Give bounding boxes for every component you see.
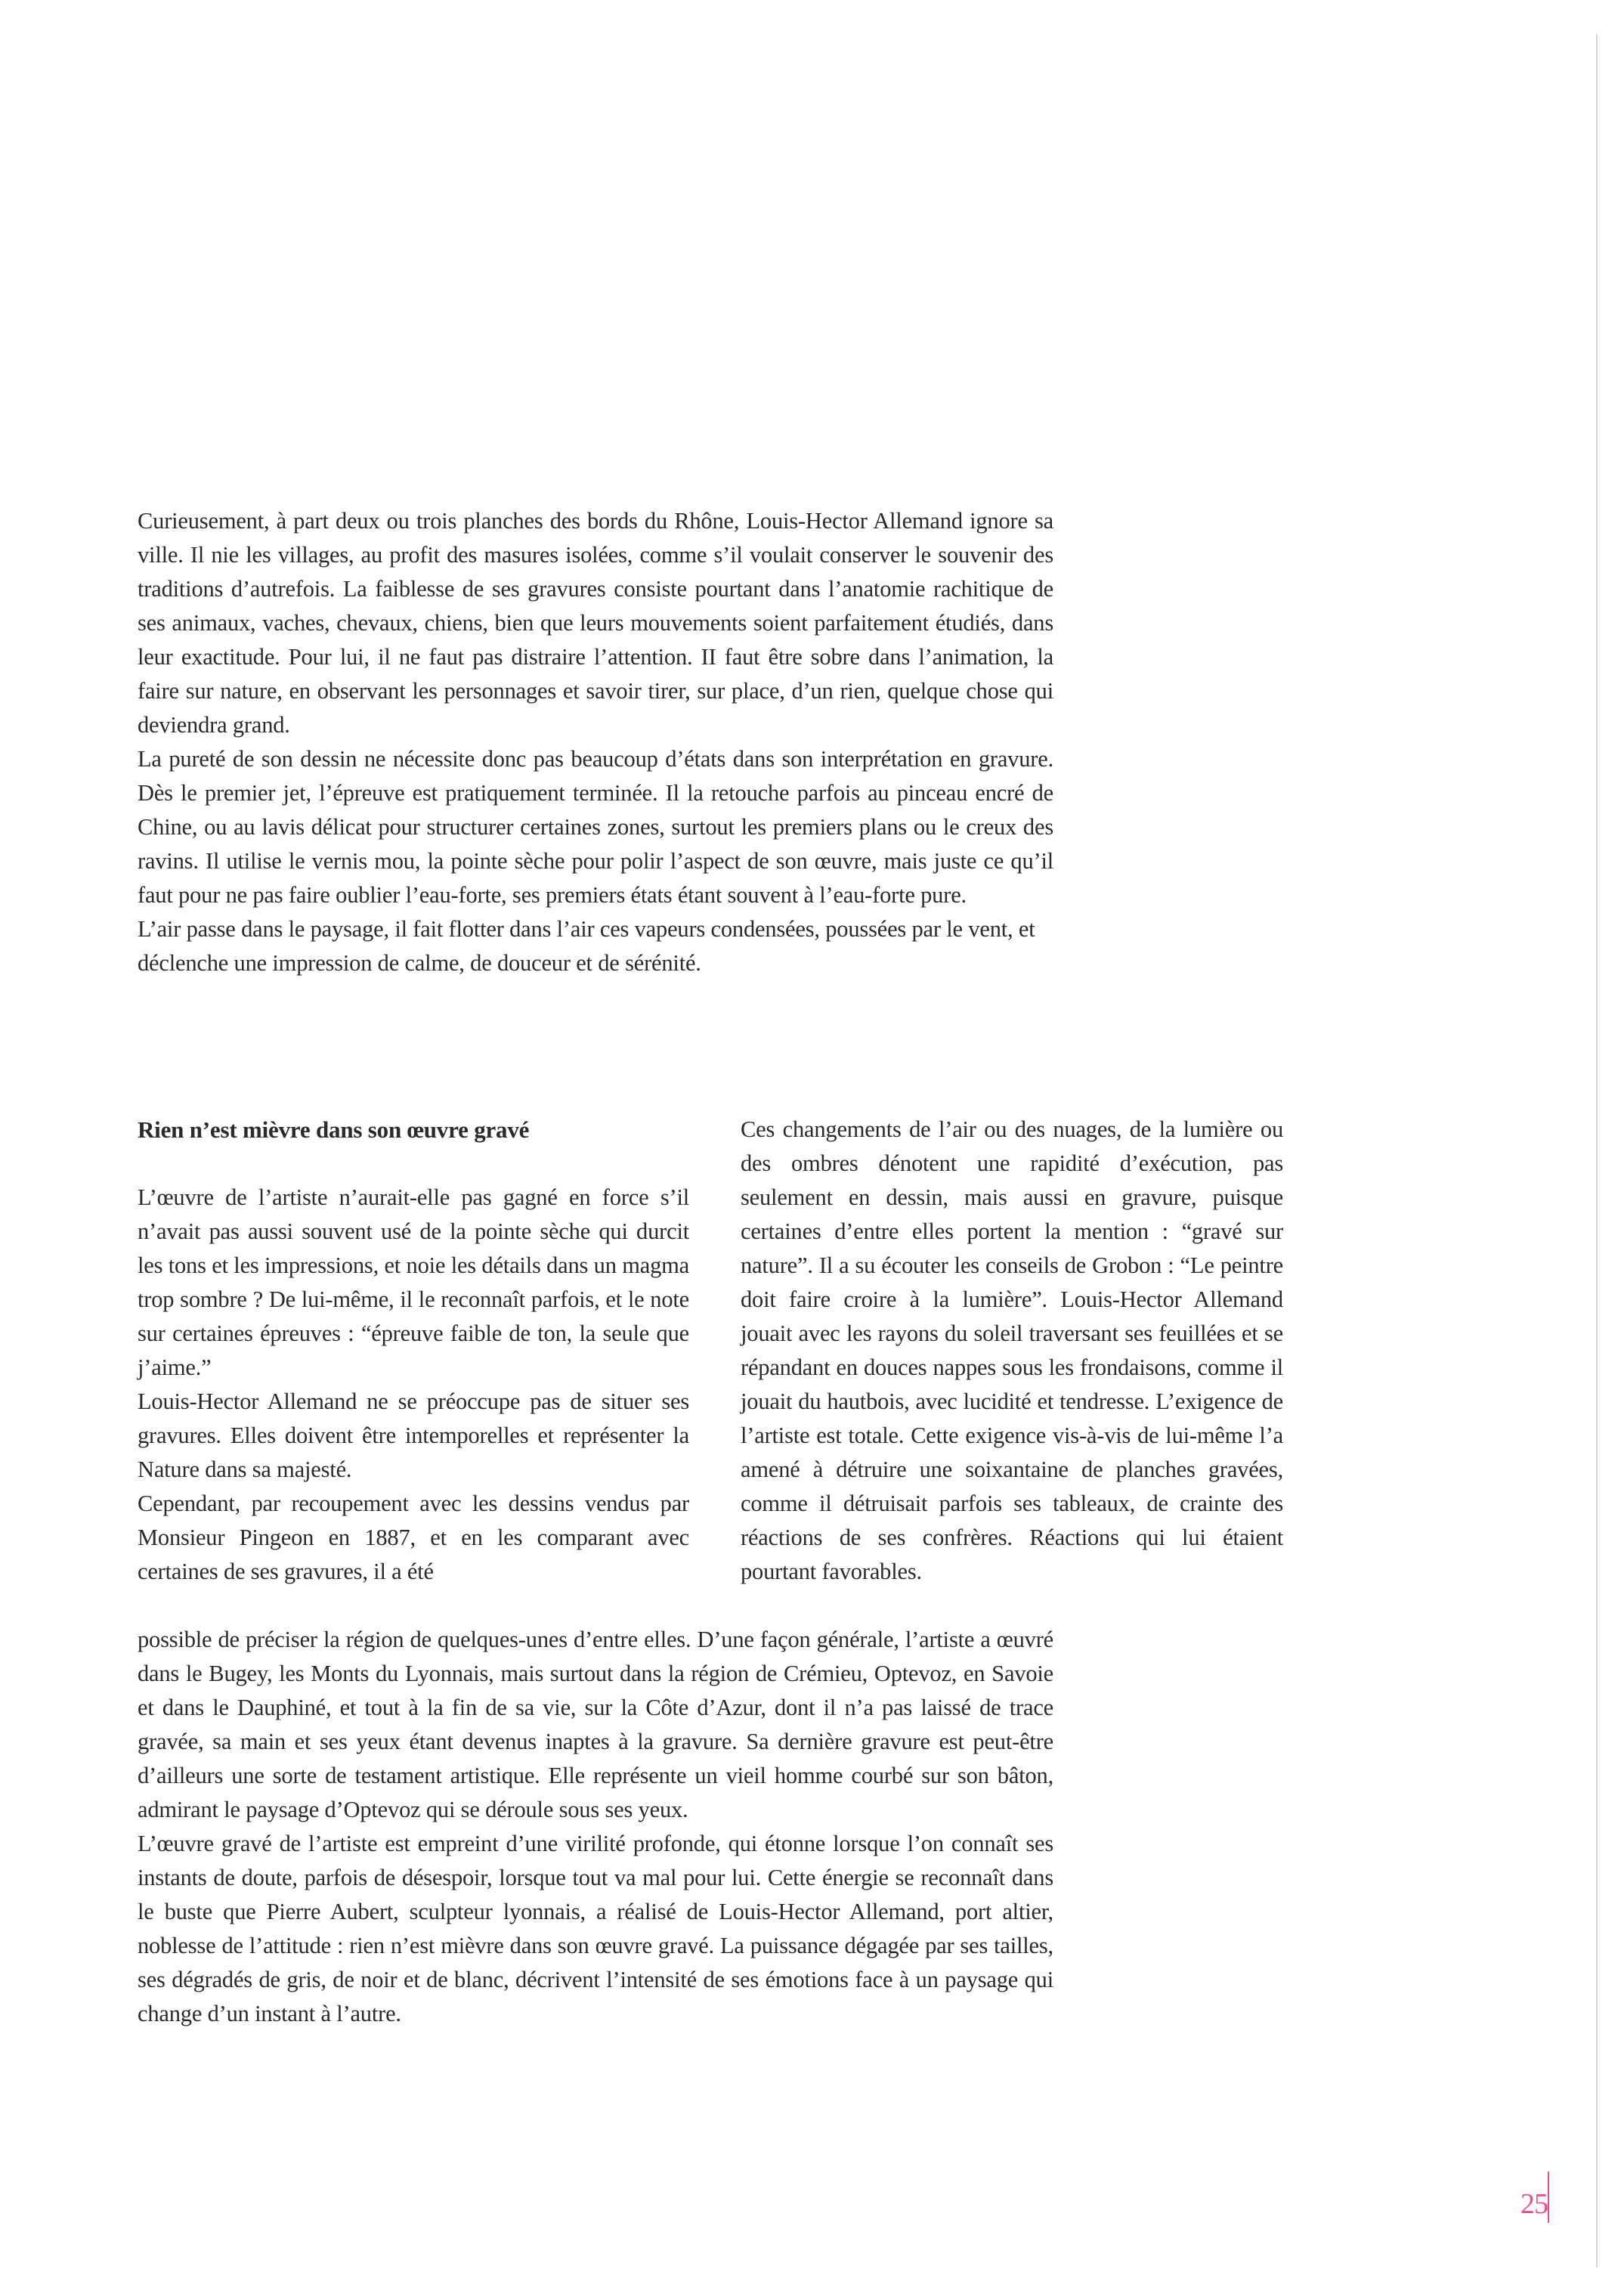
section-left-column: [138, 1113, 689, 1589]
left-column-paragraph-1: L’œuvre de l’artiste n’aurait-elle pas gagné en force s’il n’avait pas aussi souvent usé de la pointe sèche qui durcit les tons et les impressions, et noie les détails dans un magma trop sombre ? De lui-même, il le reconnaît parfois, et le note sur certaines épreuves : “épreuve faible de ton, la seule que j’aime.”: [138, 1184, 689, 1380]
intro-paragraph-1: Curieusement, à part deux ou trois planches des bords du Rhône, Louis-Hector Allemand ignore sa ville. Il nie les villages, au profit des masures isolées, comme s’il voulait conserver le souvenir des traditions d’autrefois. La faiblesse de ses gravures consiste pourtant dans l’anatomie rachitique de ses animaux, vaches, chevaux, chiens, bien que leurs mouvements soient parfaitement étudiés, dans leur exactitude. Pour lui, il ne faut pas distraire l’attention. II faut être sobre dans l’animation, la faire sur nature, en observant les personnages et savoir tirer, sur place, d’un rien, quelque chose qui deviendra grand.: [138, 508, 1053, 738]
page-number-marker: [1520, 2172, 1549, 2223]
page-number-rule: [1548, 2172, 1549, 2223]
intro-text-block: [138, 504, 1053, 980]
continuation-paragraph-1: possible de préciser la région de quelques-unes d’entre elles. D’une façon générale, l’artiste a œuvré dans le Bugey, les Monts du Lyonnais, mais surtout dans la région de Crémieu, Optevoz, en Savoie et dans le Dauphiné, et tout à la fin de sa vie, sur la Côte d’Azur, dont il n’a pas laissé de trace gravée, sa main et ses yeux étant devenus inaptes à la gravure. Sa dernière gravure est peut-être d’ailleurs une sorte de testament artistique. Elle représente un vieil homme courbé sur son bâton, admirant le paysage d’Optevoz qui se déroule sous ses yeux.: [138, 1627, 1053, 1822]
page-number: 25: [1520, 2188, 1548, 2220]
page-edge-line: [1596, 34, 1598, 2268]
right-column-paragraph-1: Ces changements de l’air ou des nuages, de la lumière ou des ombres dénotent une rapidité d’exécution, pas seulement en dessin, mais aussi en gravure, puisque certaines d’entre elles portent la mention : “gravé sur nature”. Il a su écouter les conseils de Grobon : “Le peintre doit faire croire à la lumière”. Louis-Hector Allemand jouait avec les rayons du soleil traversant ses feuillées et se répandant en douces nappes sous les frondaisons, comme il jouait du hautbois, avec lucidité et tendresse. L’exigence de l’artiste est totale. Cette exigence vis-à-vis de lui-même l’a amené à détruire une soixantaine de planches gravées, comme il détruisait parfois ses tableaux, de crainte des réactions de ses confrères. Réactions qui lui étaient pourtant favorables.: [741, 1116, 1283, 1584]
section-heading: Rien n’est mièvre dans son œuvre gravé: [138, 1116, 530, 1143]
intro-paragraph-2: La pureté de son dessin ne nécessite donc pas beaucoup d’états dans son interprétation en gravure. Dès le premier jet, l’épreuve est pratiquement terminée. Il la retouche parfois au pinceau encré de Chine, ou au lavis délicat pour structurer certaines zones, surtout les premiers plans ou le creux des ravins. Il utilise le vernis mou, la pointe sèche pour polir l’aspect de son œuvre, mais juste ce qu’il faut pour ne pas faire oublier l’eau-forte, ses premiers états étant souvent à l’eau-forte pure.: [138, 746, 1053, 908]
continuation-paragraph-2: L’œuvre gravé de l’artiste est empreint d’une virilité profonde, qui étonne lorsque l’on connaît ses instants de doute, parfois de désespoir, lorsque tout va mal pour lui. Cette énergie se reconnaît dans le buste que Pierre Aubert, sculpteur lyonnais, a réalisé de Louis-Hector Allemand, port altier, noblesse de l’attitude : rien n’est mièvre dans son œuvre gravé. La puissance dégagée par ses tailles, ses dégradés de gris, de noir et de blanc, décrivent l’intensité de ses émotions face à un paysage qui change d’un instant à l’autre.: [138, 1831, 1053, 2026]
section-right-column: [741, 1113, 1283, 1589]
section-continuation-block: [138, 1623, 1053, 2031]
left-column-paragraph-2: Louis-Hector Allemand ne se préoccupe pas de situer ses gravures. Elles doivent être intemporelles et représenter la Nature dans sa majesté.: [138, 1388, 689, 1482]
left-column-paragraph-3: Cependant, par recoupement avec les dessins vendus par Monsieur Pingeon en 1887, et en les comparant avec certaines de ses gravures, il a été: [138, 1491, 689, 1584]
intro-paragraph-3: L’air passe dans le paysage, il fait flotter dans l’air ces vapeurs condensées, poussées par le vent, et déclenche une impression de calme, de douceur et de sérénité.: [138, 916, 1035, 976]
